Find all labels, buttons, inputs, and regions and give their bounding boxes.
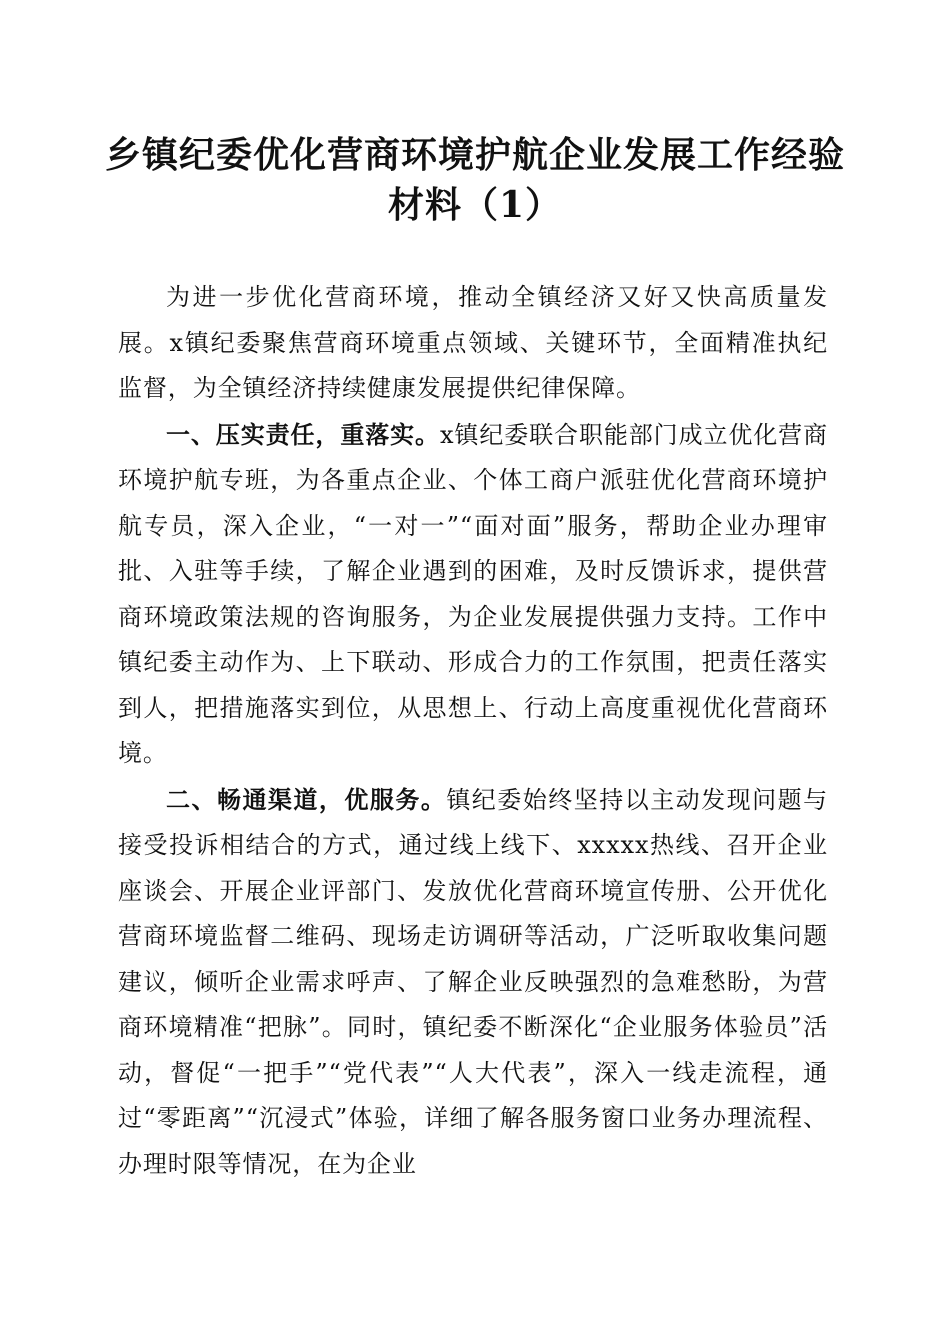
section-1-heading: 一、压实责任，重落实。 — [166, 419, 440, 449]
document-title: 乡镇纪委优化营商环境护航企业发展工作经验材料（1） — [104, 134, 845, 226]
section-2-paragraph — [118, 777, 828, 1188]
section-2-heading: 二、畅通渠道，优服务。 — [166, 784, 447, 814]
document-body — [118, 275, 828, 1187]
intro-text: 为进一步优化营商环境，推动全镇经济又好又快高质量发展。x镇纪委聚焦营商环境重点领域、关键环节，全面精准执纪监督，为全镇经济持续健康发展提供纪律保障。 — [118, 283, 828, 402]
section-1-paragraph — [118, 412, 828, 777]
intro-paragraph — [118, 275, 828, 412]
section-2-text: 镇纪委始终坚持以主动发现问题与接受投诉相结合的方式，通过线上线下、xxxxx热线、召开企业座谈会、开展企业评部门、发放优化营商环境宣传册、公开优化营商环境监督二维码、现场走访调研等活动，广泛听取收集问题建议，倾听企业需求呼声、了解企业反映强烈的急难愁盼，为营商环境精准“把脉”。同时，镇纪委不断深化“企业服务体验员”活动，督促“一把手”“党代表”“人大代表”，深入一线走流程，通过“零距离”“沉浸式”体验，详细了解各服务窗口业务办理流程、办理时限等情况，在为企业 — [118, 785, 828, 1178]
section-1-text: x镇纪委联合职能部门成立优化营商环境护航专班，为各重点企业、个体工商户派驻优化营商环境护航专员，深入企业，“一对一”“面对面”服务，帮助企业办理审批、入驻等手续，了解企业遇到的困难，及时反馈诉求，提供营商环境政策法规的咨询服务，为企业发展提供强力支持。工作中镇纪委主动作为、上下联动、形成合力的工作氛围，把责任落实到人，把措施落实到位，从思想上、行动上高度重视优化营商环境。 — [118, 420, 828, 767]
